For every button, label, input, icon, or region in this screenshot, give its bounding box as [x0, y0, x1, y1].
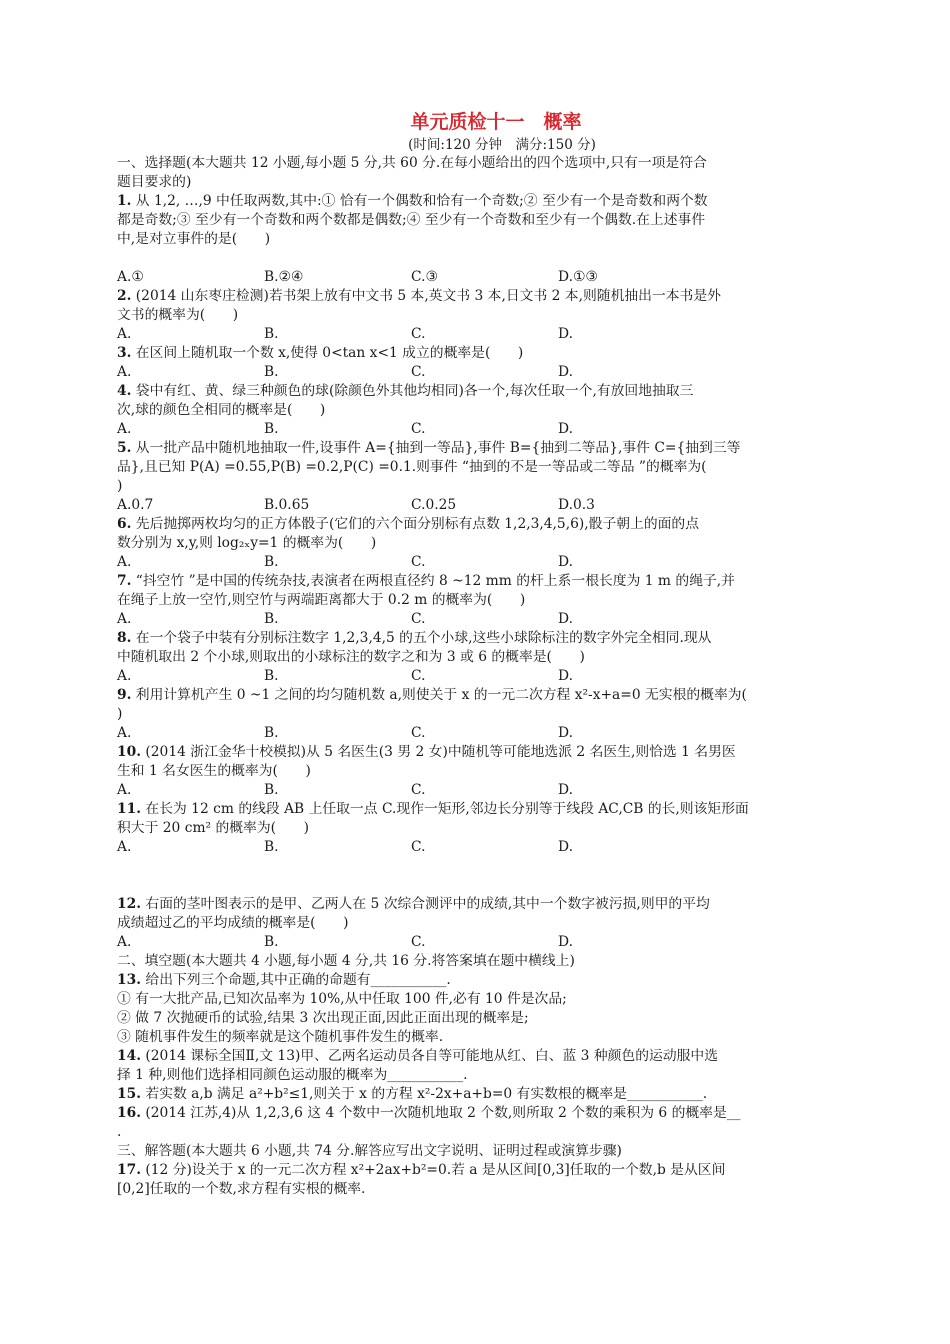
- question-text: “抖空竹 ”是中国的传统杂技,表演者在两根直径约 8 ~12 mm 的杆上系一根长度为 1 m 的绳子,并: [131, 573, 735, 589]
- question-text: 利用计算机产生 0 ~1 之间的均匀随机数 a,则使关于 x 的一元二次方程 x²-x+a=0 无实根的概率为(: [131, 687, 747, 703]
- question-text: 若实数 a,b 满足 a²+b²≤1,则关于 x 的方程 x²-2x+a+b=0 有实数根的概率是___________.: [141, 1086, 708, 1102]
- option-d: D.: [558, 326, 573, 342]
- option-b: B.: [264, 668, 279, 684]
- question-text: 在区间上随机取一个数 x,使得 0<tan x<1 成立的概率是( ): [131, 345, 524, 361]
- option-a: A.: [117, 668, 132, 684]
- question-line: [117, 971, 837, 990]
- question-line: [117, 382, 837, 401]
- question-line: 品},且已知 P(A) =0.55,P(B) =0.2,P(C) =0.1.则事件 “抽到的不是一等品或二等品 ”的概率为(: [117, 459, 707, 475]
- question-line: [117, 192, 837, 211]
- fill-questions: [117, 971, 837, 1142]
- option-b: B.②④: [264, 269, 304, 285]
- question-text: 在长为 12 cm 的线段 AB 上任取一点 C.现作一矩形,邻边长分别等于线段 AC,CB 的长,则该矩形面: [141, 801, 749, 817]
- question-7: [117, 572, 837, 629]
- question-line: 在绳子上放一空竹,则空竹与两端距离都大于 0.2 m 的概率为( ): [117, 592, 526, 608]
- option-d: D.0.3: [558, 497, 595, 513]
- question-line: [117, 439, 837, 458]
- question-number: 7.: [117, 573, 132, 589]
- options-row: [117, 363, 837, 382]
- option-a: A.: [117, 326, 132, 342]
- question-number: 12.: [117, 896, 142, 912]
- question-line: [117, 800, 837, 819]
- option-d: D.: [558, 725, 573, 741]
- question-number: 17.: [117, 1162, 142, 1178]
- option-b: B.: [264, 782, 279, 798]
- option-b: B.0.65: [264, 497, 310, 513]
- option-c: C.: [411, 611, 426, 627]
- options-row: [117, 325, 837, 344]
- option-b: B.: [264, 554, 279, 570]
- blank-line: [117, 249, 837, 268]
- option-b: B.: [264, 364, 279, 380]
- fill-question-14: [117, 1047, 837, 1085]
- question-line: [117, 1085, 837, 1104]
- question-line: [0,2]任取的一个数,求方程有实根的概率.: [117, 1181, 366, 1197]
- question-text: (2014 江苏,4)从 1,2,3,6 这 4 个数中一次随机地取 2 个数,则所取 2 个数的乘积为 6 的概率是__: [141, 1105, 741, 1121]
- section-answer-header: 三、解答题(本大题共 6 小题,共 74 分.解答应写出文字说明、证明过程或演算步骤): [117, 1143, 622, 1159]
- option-a: A.①: [117, 269, 144, 285]
- option-c: C.: [411, 554, 426, 570]
- options-row: [117, 268, 837, 287]
- fill-question-13: [117, 971, 837, 1047]
- question-line: [117, 686, 837, 705]
- option-c: C.0.25: [411, 497, 457, 513]
- options-row: [117, 838, 837, 857]
- question-text: (2014 课标全国Ⅱ,文 13)甲、乙两名运动员各自等可能地从红、白、蓝 3 种颜色的运动服中选: [141, 1048, 719, 1064]
- page-subtitle: (时间:120 分钟 满分:150 分): [408, 137, 596, 153]
- question-number: 4.: [117, 383, 132, 399]
- question-text: (12 分)设关于 x 的一元二次方程 x²+2ax+b²=0.若 a 是从区间[0,3]任取的一个数,b 是从区间: [141, 1162, 726, 1178]
- option-a: A.: [117, 934, 132, 950]
- question-line: 中随机取出 2 个小球,则取出的小球标注的数字之和为 3 或 6 的概率是( ): [117, 649, 585, 665]
- question-3: [117, 344, 837, 382]
- option-d: D.: [558, 554, 573, 570]
- option-a: A.: [117, 725, 132, 741]
- question-12: [117, 895, 837, 952]
- question-text: 从 1,2, …,9 中任取两数,其中:① 恰有一个偶数和恰有一个奇数;② 至少有一个是奇数和两个数: [131, 193, 708, 209]
- options-row: [117, 553, 837, 572]
- option-d: D.: [558, 934, 573, 950]
- question-line: 文书的概率为( ): [117, 307, 239, 323]
- option-b: B.: [264, 326, 279, 342]
- option-a: A.: [117, 839, 132, 855]
- option-d: D.: [558, 421, 573, 437]
- question-11: [117, 800, 837, 895]
- option-d: D.: [558, 668, 573, 684]
- option-b: B.: [264, 725, 279, 741]
- question-line: 都是奇数;③ 至少有一个奇数和两个数都是偶数;④ 至少有一个奇数和至少有一个偶数.在上述事件: [117, 212, 706, 228]
- fill-question-15: [117, 1085, 837, 1104]
- question-number: 9.: [117, 687, 132, 703]
- question-text: 右面的茎叶图表示的是甲、乙两人在 5 次综合测评中的成绩,其中一个数字被污损,则甲的平均: [141, 896, 710, 912]
- option-c: C.③: [411, 269, 438, 285]
- page-title: 单元质检十一 概率: [410, 111, 582, 133]
- option-b: B.: [264, 839, 279, 855]
- question-number: 15.: [117, 1086, 142, 1102]
- question-line: [117, 895, 837, 914]
- question-1: [117, 192, 837, 287]
- options-row: [117, 724, 837, 743]
- question-line: 积大于 20 cm² 的概率为( ): [117, 820, 309, 836]
- question-5: [117, 439, 837, 515]
- option-c: C.: [411, 364, 426, 380]
- document-page: [117, 108, 837, 1199]
- option-a: A.: [117, 364, 132, 380]
- option-a: A.: [117, 782, 132, 798]
- question-text: 先后抛掷两枚均匀的正方体骰子(它们的六个面分别标有点数 1,2,3,4,5,6),骰子朝上的面的点: [131, 516, 700, 532]
- question-line: [117, 629, 837, 648]
- question-number: 5.: [117, 440, 132, 456]
- question-number: 6.: [117, 516, 132, 532]
- question-text: 给出下列三个命题,其中正确的命题有___________.: [141, 972, 451, 988]
- option-c: C.: [411, 839, 426, 855]
- option-b: B.: [264, 934, 279, 950]
- option-c: C.: [411, 326, 426, 342]
- blank-line: [117, 876, 837, 895]
- option-c: C.: [411, 421, 426, 437]
- options-row: [117, 496, 837, 515]
- question-line: [117, 1047, 837, 1066]
- question-17: [117, 1161, 837, 1199]
- question-line: .: [117, 1124, 122, 1140]
- option-c: C.: [411, 782, 426, 798]
- option-c: C.: [411, 668, 426, 684]
- question-line: [117, 1161, 837, 1180]
- question-text: 在一个袋子中装有分别标注数字 1,2,3,4,5 的五个小球,这些小球除标注的数字外完全相同.现从: [131, 630, 712, 646]
- options-row: [117, 420, 837, 439]
- option-d: D.: [558, 364, 573, 380]
- question-number: 13.: [117, 972, 142, 988]
- question-line: 成绩超过乙的平均成绩的概率是( ): [117, 915, 349, 931]
- question-text: 从一批产品中随机地抽取一件,设事件 A={抽到一等品},事件 B={抽到二等品},事件 C={抽到三等: [131, 440, 741, 456]
- question-number: 2.: [117, 288, 132, 304]
- options-row: [117, 610, 837, 629]
- blank-line: [117, 857, 837, 876]
- question-line: [117, 344, 837, 363]
- question-text: (2014 浙江金华十校模拟)从 5 名医生(3 男 2 女)中随机等可能地选派 2 名医生,则恰选 1 名男医: [141, 744, 736, 760]
- question-number: 1.: [117, 193, 132, 209]
- question-line: ): [117, 478, 123, 494]
- question-10: [117, 743, 837, 800]
- question-8: [117, 629, 837, 686]
- question-line: ): [117, 706, 123, 722]
- option-d: D.: [558, 782, 573, 798]
- option-d: D.①③: [558, 269, 598, 285]
- options-row: [117, 667, 837, 686]
- option-a: A.: [117, 421, 132, 437]
- question-line: [117, 572, 837, 591]
- question-2: [117, 287, 837, 344]
- question-line: [117, 743, 837, 762]
- question-text: 袋中有红、黄、绿三种颜色的球(除颜色外其他均相同)各一个,每次任取一个,有放回地抽取三: [131, 383, 694, 399]
- question-line: 生和 1 名女医生的概率为( ): [117, 763, 311, 779]
- option-c: C.: [411, 934, 426, 950]
- section-line: 一、选择题(本大题共 12 小题,每小题 5 分,共 60 分.在每小题给出的四个选项中,只有一项是符合: [117, 155, 707, 171]
- section-line: 题目要求的): [117, 174, 192, 190]
- question-number: 8.: [117, 630, 132, 646]
- option-c: C.: [411, 725, 426, 741]
- question-6: [117, 515, 837, 572]
- question-line: 次,球的颜色全相同的概率是( ): [117, 402, 326, 418]
- options-row: [117, 933, 837, 952]
- section-fill-header: 二、填空题(本大题共 4 小题,每小题 4 分,共 16 分.将答案填在题中横线上): [117, 953, 575, 969]
- question-line: [117, 1104, 837, 1123]
- option-a: A.: [117, 554, 132, 570]
- option-b: B.: [264, 421, 279, 437]
- question-number: 10.: [117, 744, 142, 760]
- question-number: 16.: [117, 1105, 142, 1121]
- question-line: ③ 随机事件发生的频率就是这个随机事件发生的概率.: [117, 1029, 444, 1045]
- choice-questions: [117, 192, 837, 952]
- options-row: [117, 781, 837, 800]
- option-b: B.: [264, 611, 279, 627]
- option-d: D.: [558, 839, 573, 855]
- question-line: 数分别为 x,y,则 log₂ₓy=1 的概率为( ): [117, 535, 377, 551]
- question-text: (2014 山东枣庄检测)若书架上放有中文书 5 本,英文书 3 本,日文书 2 本,则随机抽出一本书是外: [131, 288, 721, 304]
- question-line: [117, 287, 837, 306]
- question-number: 3.: [117, 345, 132, 361]
- question-line: ① 有一大批产品,已知次品率为 10%,从中任取 100 件,必有 10 件是次品;: [117, 991, 567, 1007]
- section-choice-header: [117, 154, 837, 192]
- option-d: D.: [558, 611, 573, 627]
- question-4: [117, 382, 837, 439]
- question-number: 11.: [117, 801, 142, 817]
- question-line: [117, 515, 837, 534]
- option-a: A.: [117, 611, 132, 627]
- question-number: 14.: [117, 1048, 142, 1064]
- question-line: 中,是对立事件的是( ): [117, 231, 271, 247]
- question-9: [117, 686, 837, 743]
- question-line: ② 做 7 次抛硬币的试验,结果 3 次出现正面,因此正面出现的概率是;: [117, 1010, 529, 1026]
- fill-question-16: [117, 1104, 837, 1142]
- option-a: A.0.7: [117, 497, 154, 513]
- question-line: 择 1 种,则他们选择相同颜色运动服的概率为___________.: [117, 1067, 468, 1083]
